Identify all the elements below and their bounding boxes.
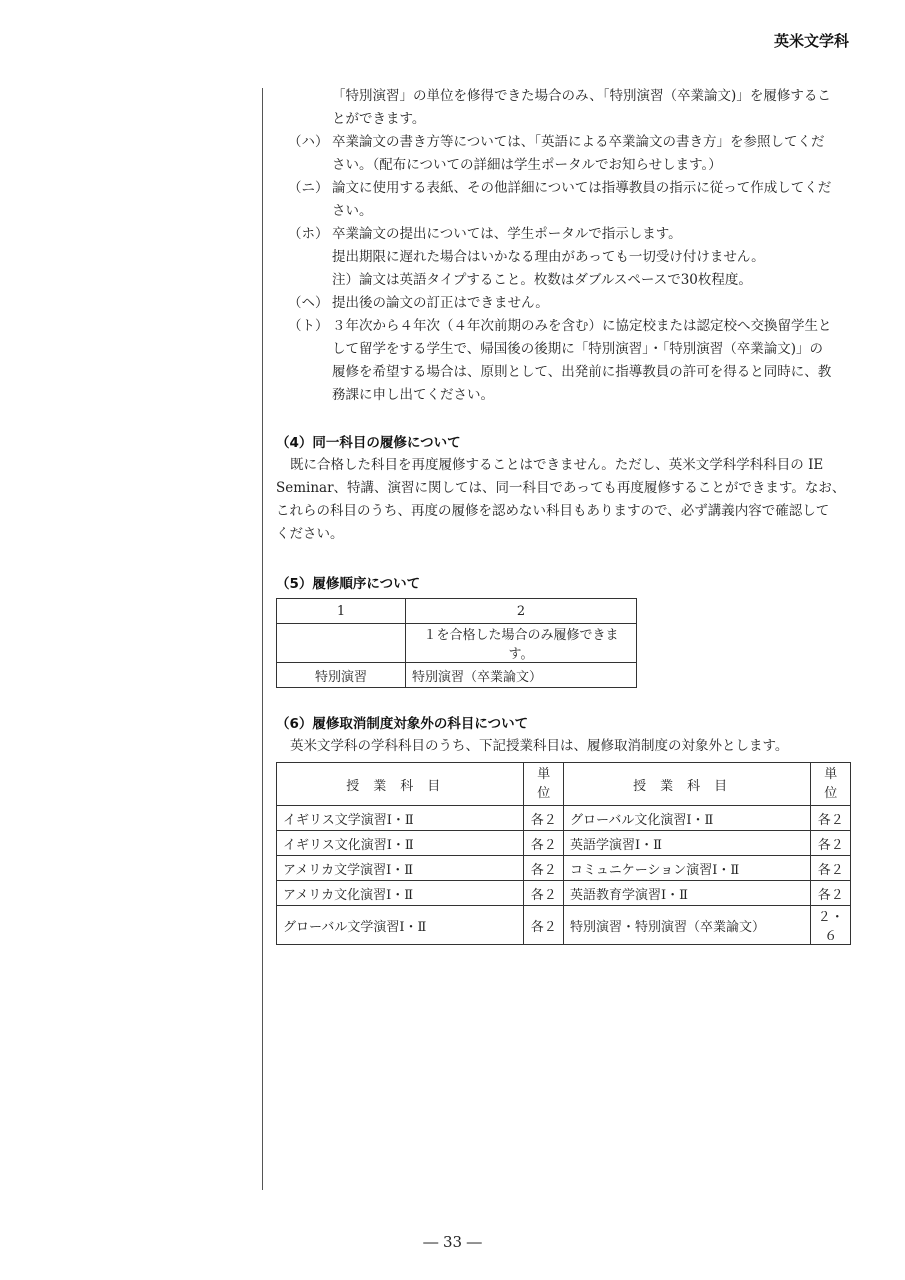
subject-cell: 特別演習・特別演習（卒業論文） xyxy=(563,906,810,945)
list-item-to xyxy=(276,315,850,407)
page-content xyxy=(276,85,850,945)
text-line: とができます。 xyxy=(332,111,426,127)
text-line: ください。 xyxy=(276,526,344,542)
subject-cell: 英語教育学演習Ⅰ・Ⅱ xyxy=(563,881,810,906)
table-cell: １を合格した場合のみ履修できます。 xyxy=(406,624,637,663)
text-line: さい。（配布についての詳細は学生ポータルでお知らせします。） xyxy=(332,157,722,173)
exempt-subjects-table xyxy=(276,762,851,945)
item-intro xyxy=(276,85,850,131)
text-line: これらの科目のうち、再度の履修を認めない科目もありますので、必ず講義内容で確認して xyxy=(276,503,830,519)
subject-header-cell: 授業科目 xyxy=(277,763,524,806)
table-row xyxy=(277,831,851,856)
section-heading-5: （5）履修順序について xyxy=(276,576,421,592)
table-row xyxy=(277,856,851,881)
unit-header-cell xyxy=(811,763,851,806)
unit-cell: 各２ xyxy=(811,831,851,856)
list-item-ni xyxy=(276,177,850,223)
text-line: Seminar、特講、演習に関しては、同一科目であっても再度履修することができます。なお、 xyxy=(276,480,846,496)
subject-cell: グローバル文学演習Ⅰ・Ⅱ xyxy=(277,906,524,945)
text-line: 卒業論文の書き方等については、「英語による卒業論文の書き方」を参照してくだ xyxy=(332,134,825,150)
list-item-ha xyxy=(276,131,850,177)
unit-cell: 各２ xyxy=(524,881,564,906)
table-header-cell: 2 xyxy=(406,599,637,624)
unit-cell: 各２ xyxy=(524,806,564,831)
table-cell: 特別演習 xyxy=(277,663,406,688)
list-item-ho xyxy=(276,223,850,292)
text-line: 提出後の論文の訂正はできません。 xyxy=(332,295,549,311)
unit-cell: 各２ xyxy=(811,856,851,881)
table-row xyxy=(277,663,637,688)
text-line: 注）論文は英語タイプすること。枚数はダブルスペースで30枚程度。 xyxy=(332,272,752,288)
page-number: ― 33 ― xyxy=(423,1233,482,1251)
unit-header-char: 位 xyxy=(537,786,551,801)
text-line: さい。 xyxy=(332,203,373,219)
table-row xyxy=(277,624,637,663)
text-line: 卒業論文の提出については、学生ポータルで指示します。 xyxy=(332,226,682,242)
text-line: 「特別演習」の単位を修得できた場合のみ、「特別演習（卒業論文)」を履修するこ xyxy=(332,88,831,104)
unit-cell: 各２ xyxy=(524,856,564,881)
subject-cell: アメリカ文学演習Ⅰ・Ⅱ xyxy=(277,856,524,881)
text-line: して留学をする学生で、帰国後の後期に「特別演習」・「特別演習（卒業論文)」の xyxy=(332,341,823,357)
table-header-cell: 1 xyxy=(277,599,406,624)
text-line: 務課に申し出てください。 xyxy=(332,387,494,403)
item-marker: （ホ） xyxy=(288,226,329,242)
section-4-body xyxy=(276,454,850,546)
text-line: ３年次から４年次（４年次前期のみを含む）に協定校または認定校へ交換留学生と xyxy=(332,318,832,334)
subject-cell: イギリス文学演習Ⅰ・Ⅱ xyxy=(277,806,524,831)
unit-cell: ２・６ xyxy=(811,906,851,945)
subject-header-cell: 授業科目 xyxy=(563,763,810,806)
table-header-row xyxy=(277,763,851,806)
section-6-intro: 英米文学科の学科科目のうち、下記授業科目は、履修取消制度の対象外とします。 xyxy=(290,738,789,754)
course-order-table xyxy=(276,598,637,688)
unit-header-char: 単 xyxy=(537,767,551,782)
table-cell: 特別演習（卒業論文） xyxy=(406,663,637,688)
table-row xyxy=(277,806,851,831)
table-row xyxy=(277,881,851,906)
table-row xyxy=(277,906,851,945)
unit-header-char: 位 xyxy=(824,786,838,801)
text-line: 論文に使用する表紙、その他詳細については指導教員の指示に従って作成してくだ xyxy=(332,180,832,196)
item-marker: （ト） xyxy=(288,318,329,334)
section-heading-6: （6）履修取消制度対象外の科目について xyxy=(276,716,529,732)
margin-rule xyxy=(262,88,263,1190)
unit-cell: 各２ xyxy=(524,831,564,856)
table-cell xyxy=(277,624,406,663)
section-heading-4: （4）同一科目の履修について xyxy=(276,435,461,451)
table-header-row xyxy=(277,599,637,624)
unit-cell: 各２ xyxy=(811,806,851,831)
item-marker: （ニ） xyxy=(288,180,329,196)
unit-cell: 各２ xyxy=(811,881,851,906)
subject-cell: イギリス文化演習Ⅰ・Ⅱ xyxy=(277,831,524,856)
list-item-he xyxy=(276,292,850,315)
subject-cell: 英語学演習Ⅰ・Ⅱ xyxy=(563,831,810,856)
item-marker: （ヘ） xyxy=(288,295,329,311)
text-line: 既に合格した科目を再度履修することはできません。ただし、英米文学科学科科目の IE xyxy=(290,457,824,473)
text-line: 履修を希望する場合は、原則として、出発前に指導教員の許可を得ると同時に、教 xyxy=(332,364,832,380)
department-title: 英米文学科 xyxy=(773,32,849,50)
subject-cell: アメリカ文化演習Ⅰ・Ⅱ xyxy=(277,881,524,906)
unit-header-cell xyxy=(524,763,564,806)
item-marker: （ハ） xyxy=(288,134,329,150)
subject-cell: コミュニケーション演習Ⅰ・Ⅱ xyxy=(563,856,810,881)
text-line: 提出期限に遅れた場合はいかなる理由があっても一切受け付けません。 xyxy=(332,249,765,265)
subject-cell: グローバル文化演習Ⅰ・Ⅱ xyxy=(563,806,810,831)
unit-cell: 各２ xyxy=(524,906,564,945)
unit-header-char: 単 xyxy=(824,767,838,782)
